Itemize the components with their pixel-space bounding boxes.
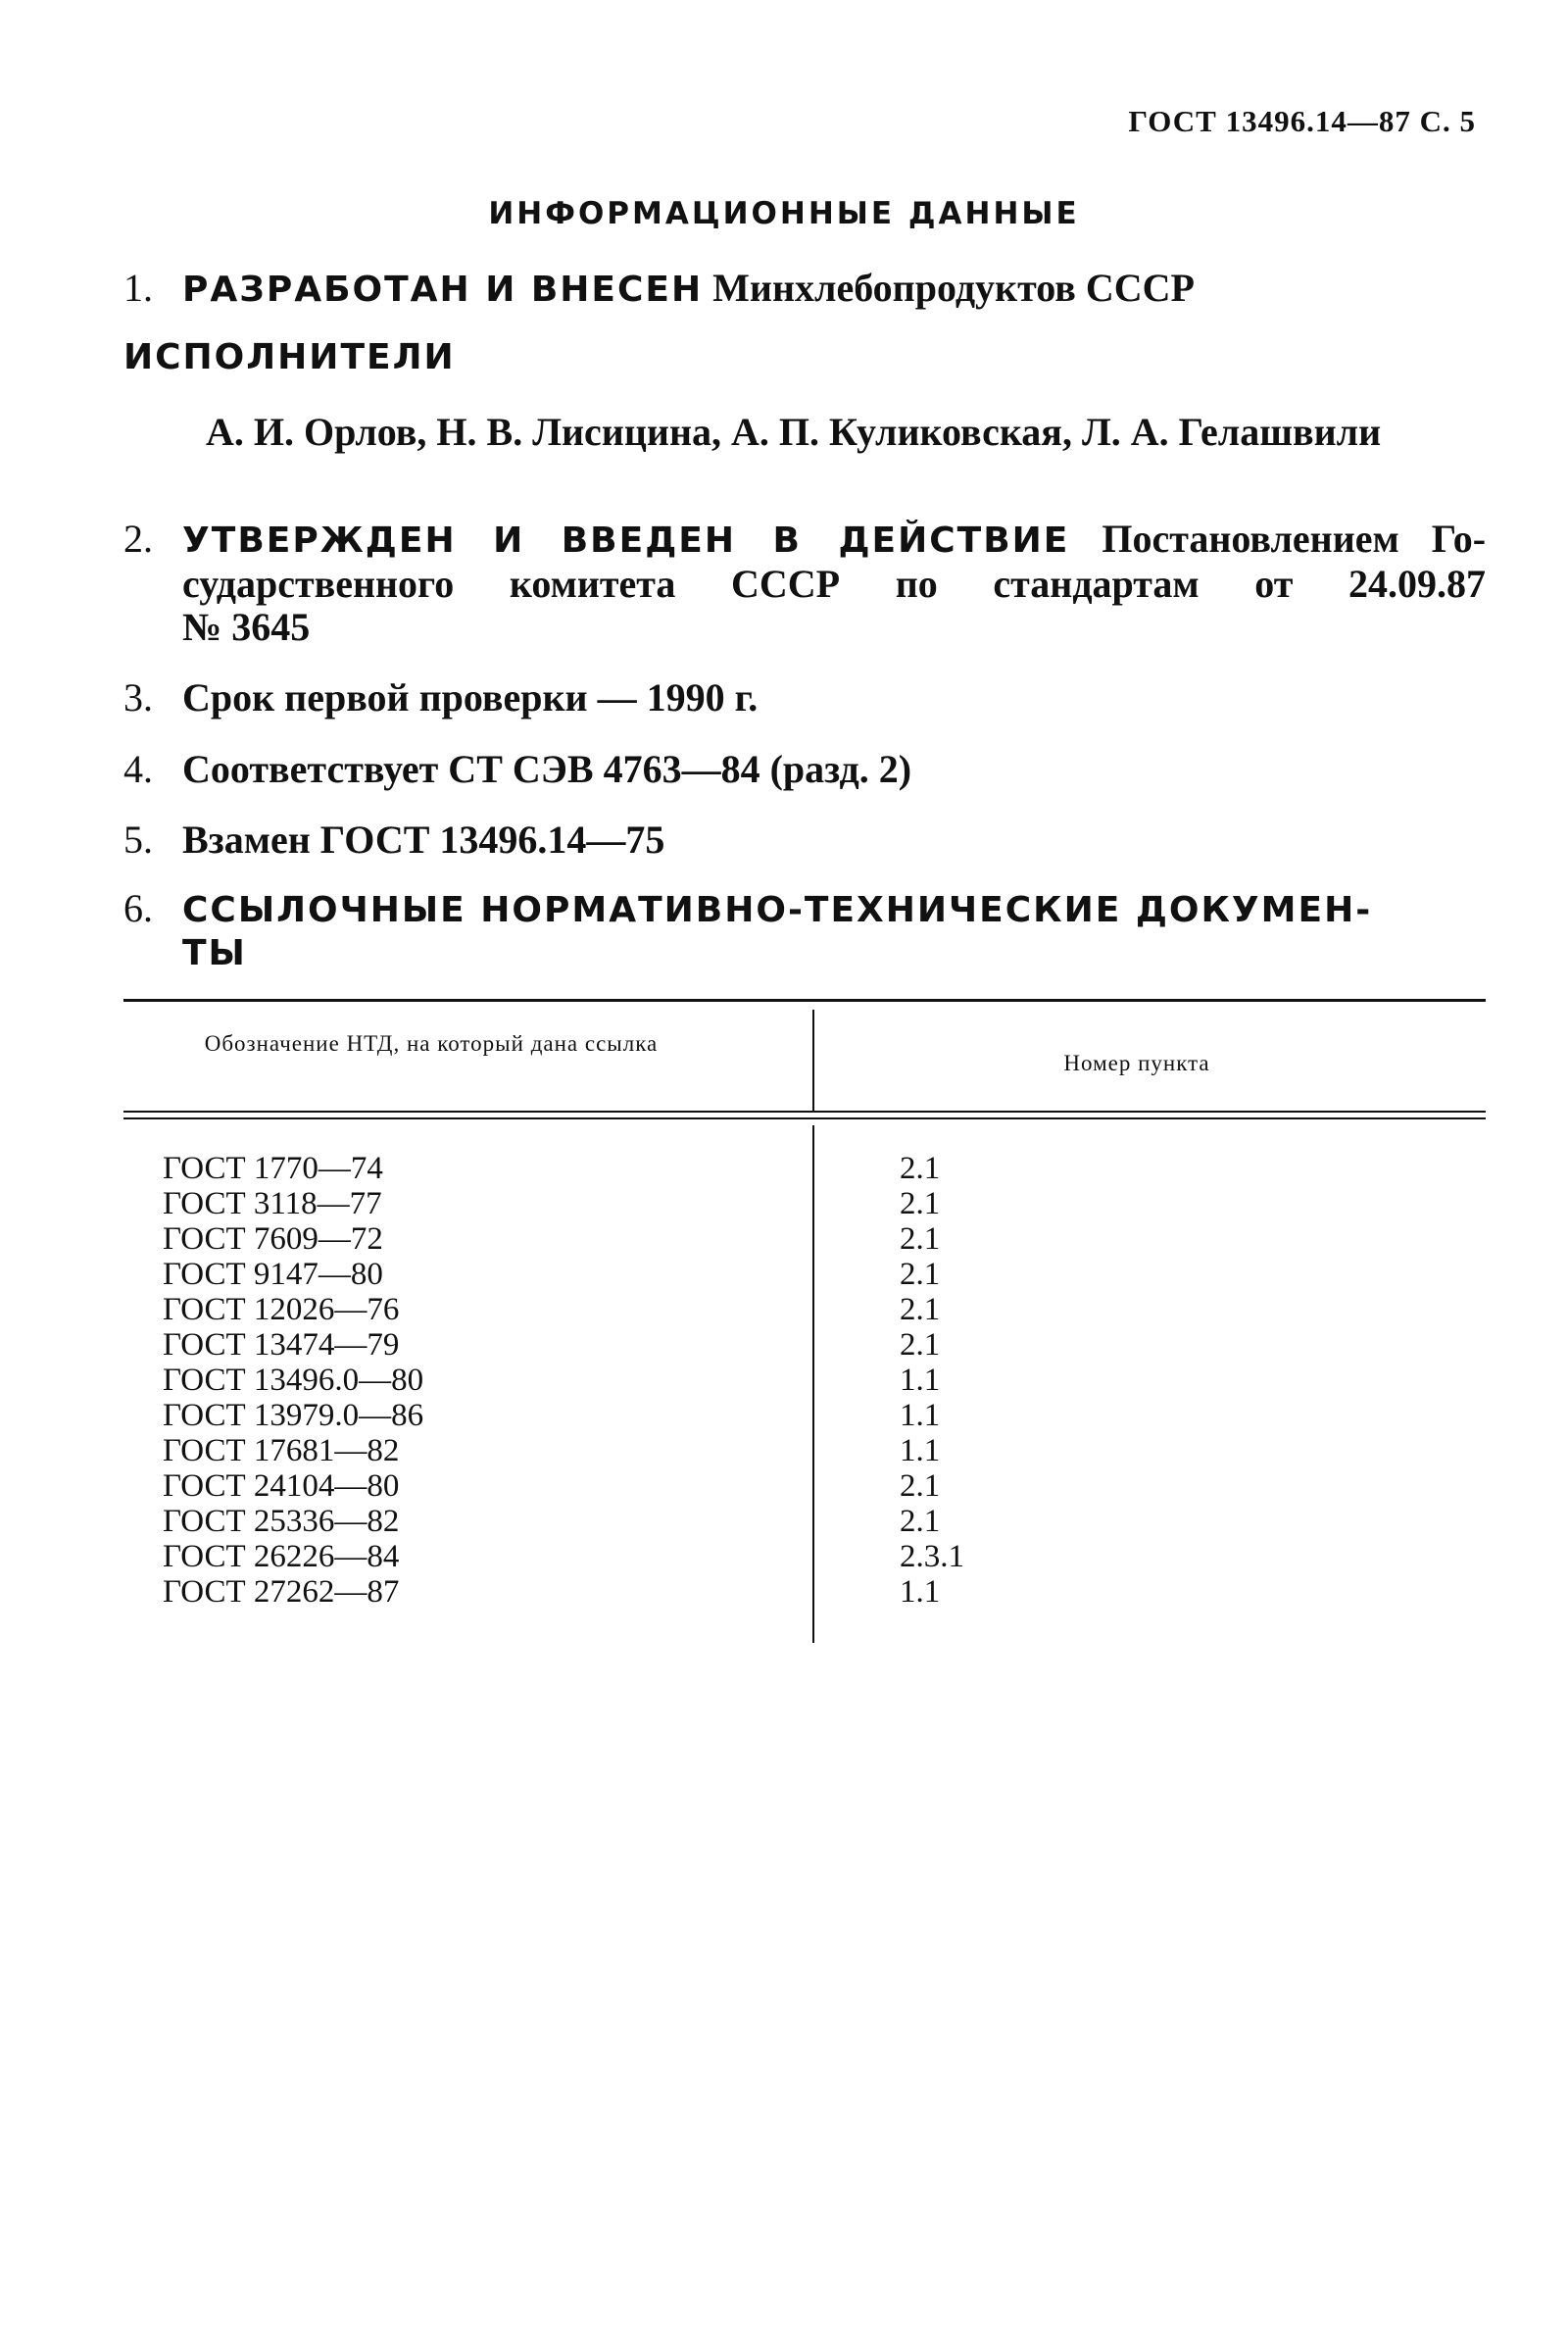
- item-text: Срок первой проверки — 1990 г.: [182, 675, 759, 719]
- item-heading-continued: ТЫ: [182, 933, 247, 973]
- item-line: [123, 518, 1486, 563]
- item-text: Взамен ГОСТ 13496.14—75: [182, 818, 665, 862]
- item-text: Минхлебопродуктов СССР: [712, 266, 1195, 310]
- table-cell-document: ГОСТ 13474—79: [163, 1327, 400, 1363]
- table-header-document: Обозначение НТД, на который дана ссылка: [204, 1031, 659, 1056]
- table-cell-document: ГОСТ 12026—76: [163, 1292, 400, 1327]
- item-approved: [123, 518, 1486, 649]
- item-line: № 3645: [182, 605, 311, 649]
- table-cell-document: ГОСТ 25336—82: [163, 1504, 400, 1539]
- item-developed-by: [123, 267, 1486, 312]
- table-cell-paragraph: 2.1: [900, 1504, 941, 1539]
- table-cell-paragraph: 2.1: [900, 1257, 941, 1292]
- item-text: Постановлением Го-: [1102, 517, 1487, 561]
- table-cell-paragraph: 2.1: [900, 1292, 941, 1327]
- table-header-divider: [812, 1010, 814, 1112]
- item-heading: УТВЕРЖДЕН И ВВЕДЕН В ДЕЙСТВИЕ: [182, 521, 1070, 561]
- table-cell-paragraph: 2.1: [900, 1468, 941, 1504]
- table-cell-paragraph: 2.1: [900, 1327, 941, 1363]
- table-cell-document: ГОСТ 3118—77: [163, 1186, 382, 1221]
- table-cell-paragraph: 1.1: [900, 1398, 941, 1433]
- item-line: сударственного комитета СССР по стандартам от 24.09.87: [182, 562, 1486, 606]
- table-body-divider: [812, 1125, 814, 1643]
- item-text: Соответствует СТ СЭВ 4763—84 (разд. 2): [182, 747, 912, 791]
- table-header-rule: [123, 1111, 1486, 1113]
- item-conformity: [123, 748, 1486, 791]
- table-cell-document: ГОСТ 7609—72: [163, 1221, 383, 1257]
- table-header-rule-double: [123, 1117, 1486, 1119]
- item-heading: ССЫЛОЧНЫЕ НОРМАТИВНО-ТЕХНИЧЕСКИЕ ДОКУМЕН-: [182, 890, 1373, 930]
- table-cell-document: ГОСТ 9147—80: [163, 1257, 383, 1292]
- table-cell-document: ГОСТ 17681—82: [163, 1433, 400, 1468]
- item-number: 6.: [123, 886, 153, 930]
- item-number: 1.: [123, 266, 153, 310]
- item-references: [123, 887, 1486, 975]
- table-cell-paragraph: 2.3.1: [900, 1539, 964, 1574]
- executors-names: А. И. Орлов, Н. В. Лисицина, А. П. Куликовская, Л. А. Гелашвили: [206, 410, 1382, 454]
- document-title: ИНФОРМАЦИОННЫЕ ДАННЫЕ: [488, 196, 1080, 231]
- table-cell-document: ГОСТ 1770—74: [163, 1151, 383, 1186]
- table-cell-document: ГОСТ 27262—87: [163, 1574, 400, 1610]
- item-replaces: [123, 819, 1486, 862]
- executors-heading: ИСПОЛНИТЕЛИ: [123, 337, 456, 377]
- item-number: 2.: [123, 517, 153, 561]
- table-cell-document: ГОСТ 13496.0—80: [163, 1363, 424, 1398]
- table-cell-document: ГОСТ 13979.0—86: [163, 1398, 424, 1433]
- table-cell-paragraph: 1.1: [900, 1363, 941, 1398]
- item-first-check: [123, 676, 1486, 719]
- table-cell-paragraph: 2.1: [900, 1151, 941, 1186]
- table-cell-paragraph: 2.1: [900, 1186, 941, 1221]
- item-heading: РАЗРАБОТАН И ВНЕСЕН: [182, 270, 704, 310]
- item-number: 4.: [123, 747, 153, 791]
- table-header-paragraph: Номер пункта: [1063, 1051, 1210, 1075]
- table-cell-paragraph: 1.1: [900, 1574, 941, 1610]
- item-number: 3.: [123, 675, 153, 719]
- table-cell-document: ГОСТ 24104—80: [163, 1468, 400, 1504]
- table-cell-paragraph: 2.1: [900, 1221, 941, 1257]
- page-header: ГОСТ 13496.14—87 С. 5: [1128, 104, 1476, 138]
- item-number: 5.: [123, 818, 153, 862]
- table-cell-paragraph: 1.1: [900, 1433, 941, 1468]
- table-cell-document: ГОСТ 26226—84: [163, 1539, 400, 1574]
- table-top-rule: [123, 999, 1486, 1002]
